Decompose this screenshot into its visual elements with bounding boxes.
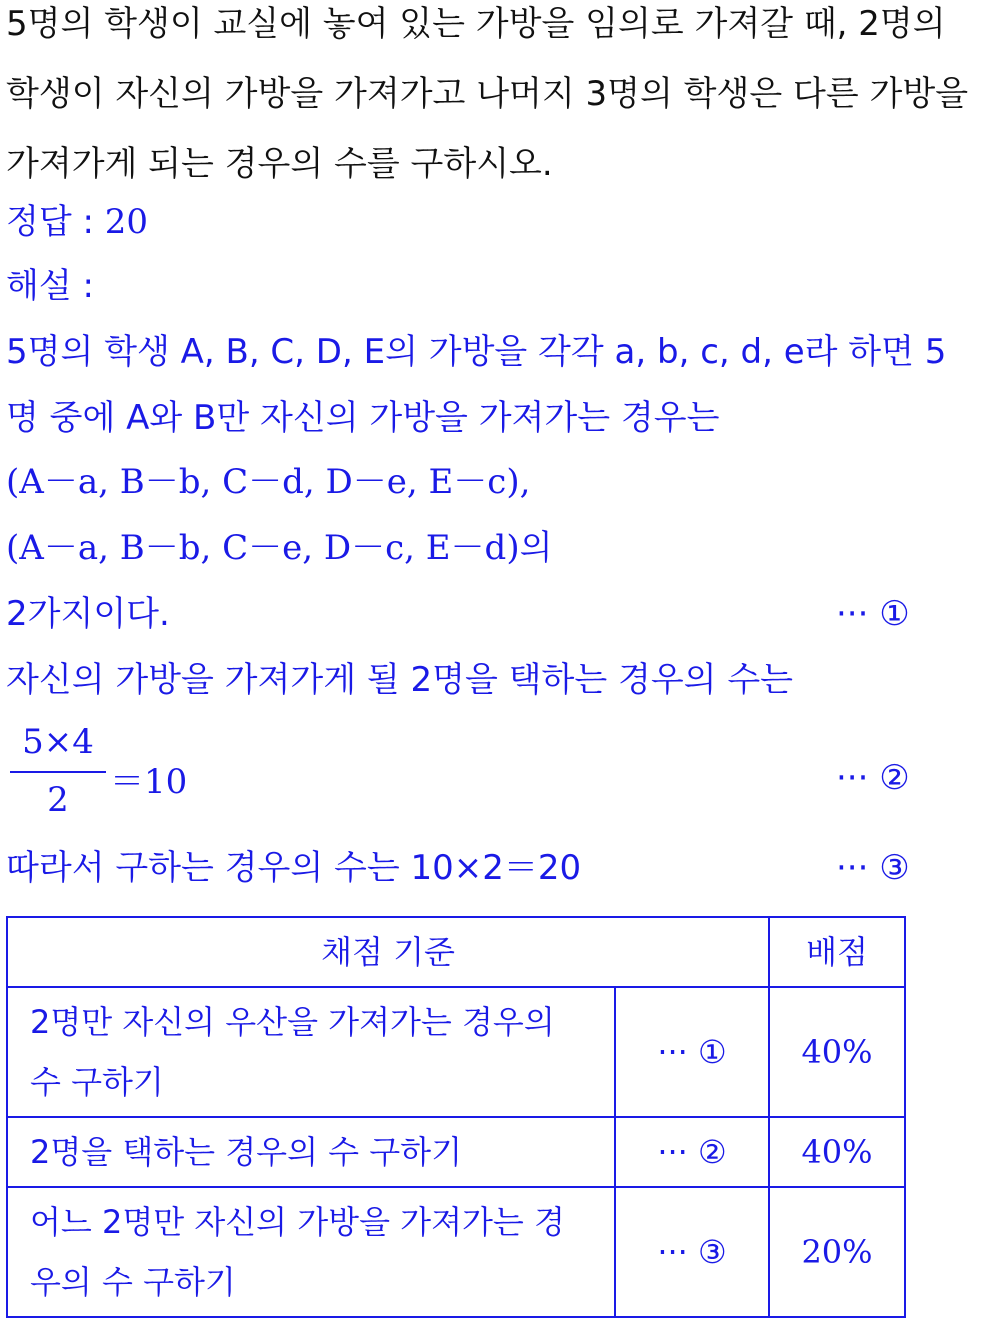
step-mark-3: ··· ③ — [836, 848, 910, 888]
fraction-denominator: 2 — [47, 780, 69, 820]
table-row — [7, 1117, 905, 1187]
table-row — [7, 987, 905, 1117]
explanation-line-6: 자신의 가방을 가져가게 될 2명을 택하는 경우의 수는 — [6, 660, 794, 700]
step-mark-2: ··· ② — [836, 758, 910, 798]
criteria-cell: 어느 2명만 자신의 가방을 가져가는 경우의 수 구하기 — [7, 1187, 615, 1317]
mark-cell: ··· ② — [615, 1117, 769, 1187]
explanation-line-4: (A－a, B－b, C－e, D－c, E－d)의 — [6, 528, 553, 568]
fraction-numerator: 5×4 — [22, 722, 94, 762]
header-criteria: 채점 기준 — [7, 917, 769, 987]
explanation-line-1: 5명의 학생 A, B, C, D, E의 가방을 각각 a, b, c, d, e라 하면 5 — [6, 332, 947, 372]
fraction-bar — [10, 771, 106, 773]
score-cell: 40% — [769, 1117, 905, 1187]
scoring-table-header — [7, 917, 905, 987]
explanation-line-5: 2가지이다. — [6, 594, 170, 634]
answer-label: 정답 : — [6, 202, 105, 242]
criteria-cell: 2명만 자신의 우산을 가져가는 경우의 수 구하기 — [7, 987, 615, 1117]
problem-line-3: 가져가게 되는 경우의 수를 구하시오. — [6, 144, 553, 184]
score-cell: 20% — [769, 1187, 905, 1317]
answer-value: 20 — [104, 202, 149, 242]
score-cell: 40% — [769, 987, 905, 1117]
table-row — [7, 1187, 905, 1317]
explanation-label: 해설 : — [6, 266, 94, 306]
step-mark-1: ··· ① — [836, 594, 910, 634]
problem-line-2: 학생이 자신의 가방을 가져가고 나머지 3명의 학생은 다른 가방을 — [6, 74, 969, 114]
explanation-line-2: 명 중에 A와 B만 자신의 가방을 가져가는 경우는 — [6, 398, 720, 438]
problem-line-1: 5명의 학생이 교실에 놓여 있는 가방을 임의로 가져갈 때, 2명의 — [6, 4, 946, 44]
scoring-table — [6, 916, 906, 1318]
fraction-result: ＝10 — [110, 762, 188, 802]
answer-line — [6, 202, 148, 242]
criteria-cell: 2명을 택하는 경우의 수 구하기 — [7, 1117, 615, 1187]
explanation-line-3: (A－a, B－b, C－d, D－e, E－c), — [6, 462, 531, 502]
mark-cell: ··· ③ — [615, 1187, 769, 1317]
header-score: 배점 — [769, 917, 905, 987]
final-line: 따라서 구하는 경우의 수는 10×2＝20 — [6, 848, 582, 888]
mark-cell: ··· ① — [615, 987, 769, 1117]
